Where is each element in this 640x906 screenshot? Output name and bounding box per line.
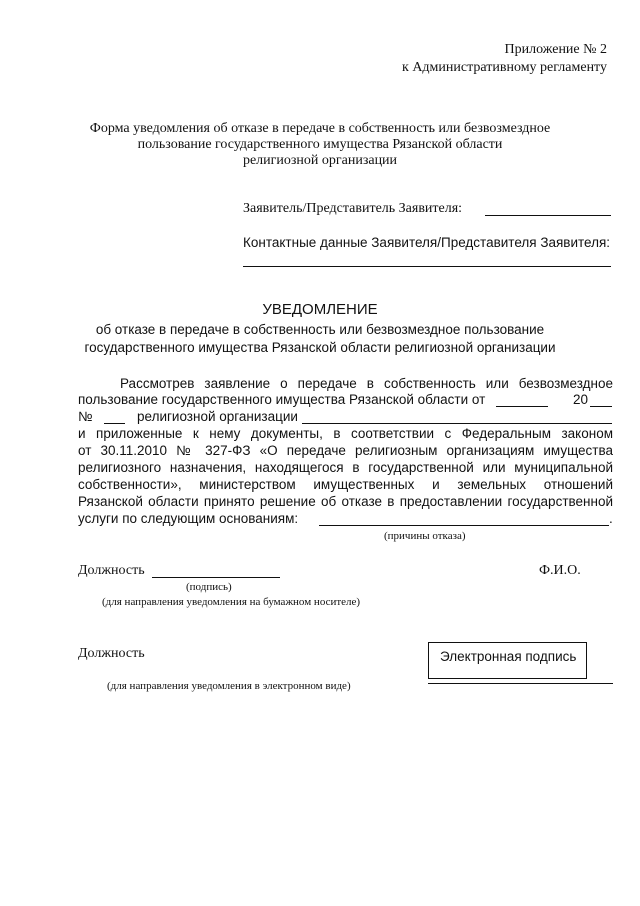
religious-org-label: религиозной организации (137, 409, 298, 424)
body-line-4: и приложенные к нему документы, в соответствии с Федеральным законом (78, 426, 613, 441)
body-line-9-end: . (609, 511, 613, 526)
notice-subtitle-line1: об отказе в передаче в собственность или безвозмездное пользование (95, 322, 545, 337)
paper-signature-field[interactable] (152, 577, 280, 578)
refusal-reasons-caption: (причины отказа) (384, 530, 466, 542)
body-line-6: религиозного назначения, находящегося в государственной или муниципальной (78, 460, 613, 475)
application-date-field[interactable] (496, 406, 548, 407)
paper-position-label: Должность (78, 563, 145, 578)
body-line-7: собственности», министерством имущественных и земельных отношений (78, 477, 613, 492)
refusal-reasons-field[interactable] (319, 525, 609, 526)
body-line-5: от 30.11.2010 № 327-ФЗ «О передаче религиозным организациям имущества (78, 443, 613, 458)
notice-title: УВЕДОМЛЕНИЕ (262, 301, 378, 318)
form-title-line3: религиозной организации (242, 153, 398, 168)
applicant-label: Заявитель/Представитель Заявителя: (243, 201, 463, 216)
body-line-2: пользование государственного имущества Рязанской области от (78, 392, 486, 407)
electronic-position-label: Должность (78, 646, 145, 661)
contacts-label: Контактные данные Заявителя/Представителя Заявителя: (243, 235, 611, 250)
form-title-line2: пользование государственного имущества Рязанской области (137, 137, 503, 152)
electronic-signature-box: Электронная подпись (428, 642, 587, 679)
form-title-line1: Форма уведомления об отказе в передаче в собственность или безвозмездное (89, 121, 551, 136)
body-line-1: Рассмотрев заявление о передаче в собственность или безвозмездное (120, 376, 613, 391)
application-number-field[interactable] (104, 423, 125, 424)
application-number-sign: № (78, 409, 93, 424)
contacts-field[interactable] (243, 266, 611, 267)
appendix-regulation: к Административному регламенту (402, 60, 607, 75)
applicant-field[interactable] (485, 215, 611, 216)
paper-delivery-note: (для направления уведомления на бумажном носителе) (102, 596, 361, 608)
application-year-field[interactable] (590, 406, 612, 407)
religious-org-field[interactable] (302, 423, 612, 424)
electronic-signature-line (428, 683, 613, 684)
body-line-9: услуги по следующим основаниям: (78, 511, 299, 526)
notice-subtitle-line2: государственного имущества Рязанской области религиозной организации (84, 340, 556, 355)
electronic-delivery-note: (для направления уведомления в электронном виде) (107, 680, 351, 692)
application-year-prefix: 20 (573, 392, 589, 407)
body-line-8: Рязанской области принято решение об отказе в предоставлении государственной (78, 494, 613, 509)
appendix-number: Приложение № 2 (504, 42, 607, 57)
fio-label: Ф.И.О. (539, 563, 581, 578)
signature-caption: (подпись) (186, 581, 232, 593)
